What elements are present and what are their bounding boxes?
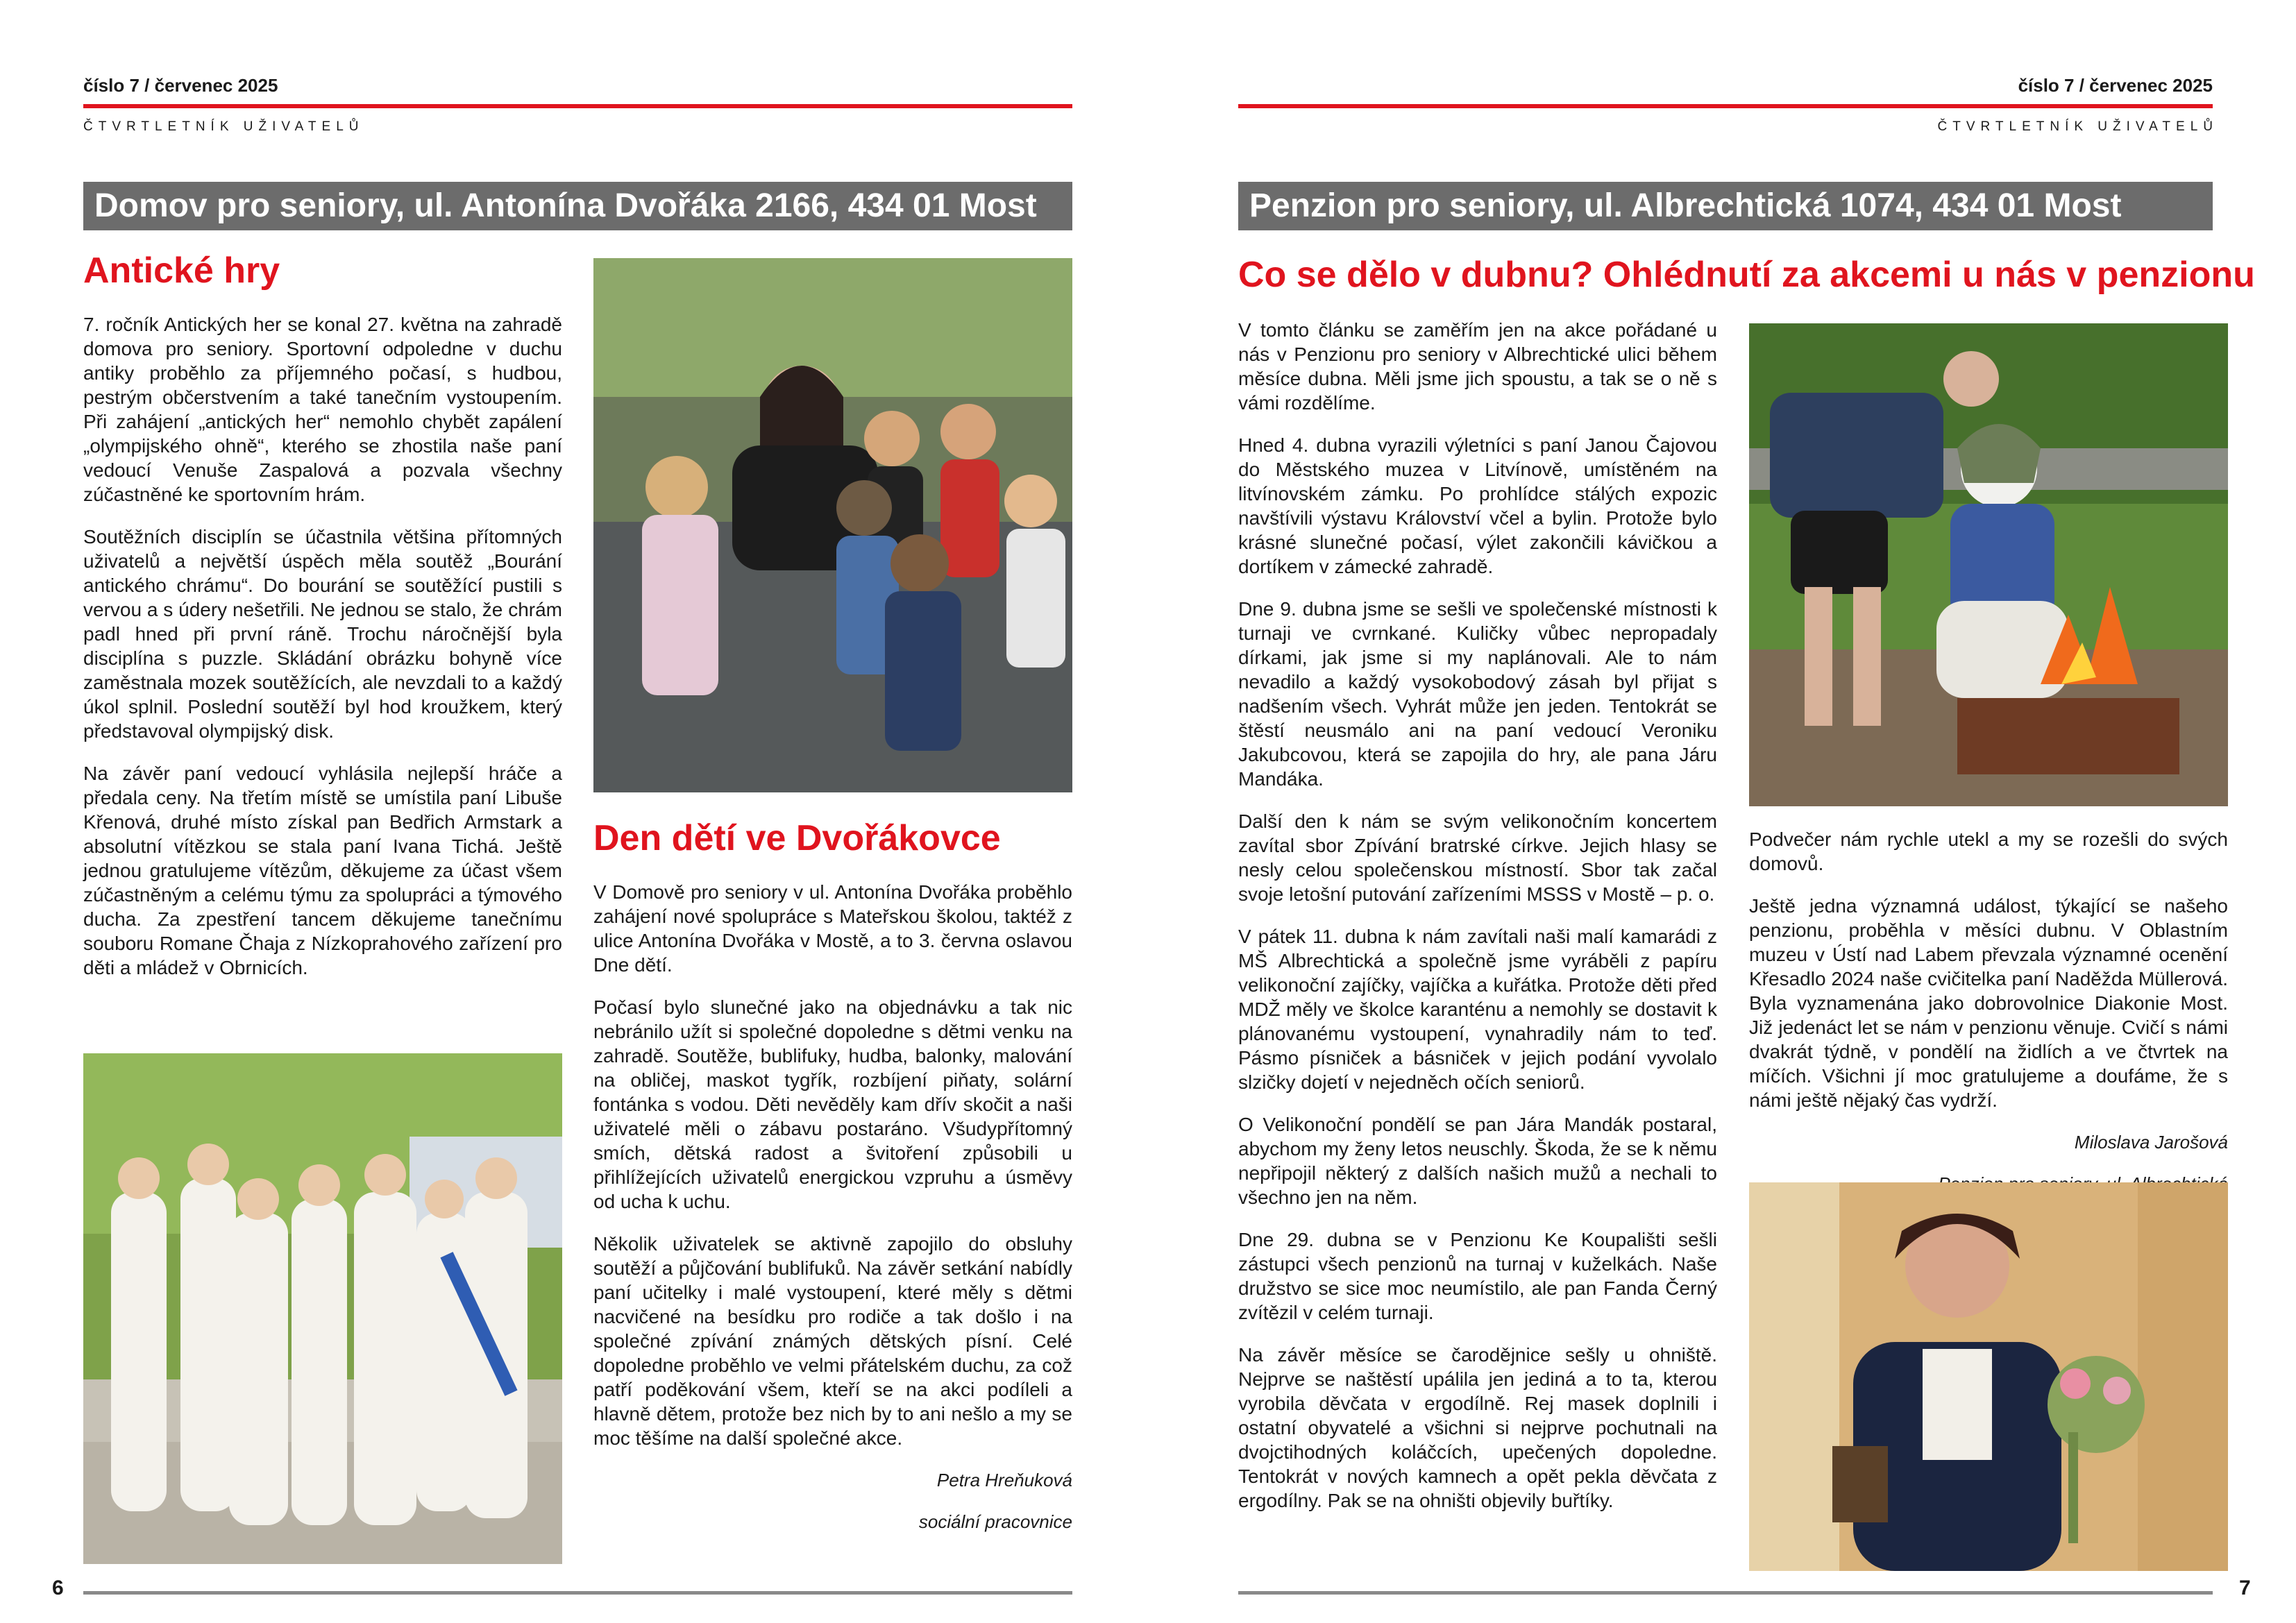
paragraph: Soutěžních disciplín se účastnila většina přítomných uživatelů a největší úspěch měla soutěž „Bourání antického chrámu“. Do bourání se soutěžící pustili s vervou a s údery nešetřili. Ne jednou se stalo, že chrám padl hned při první ráně. Trochu náročnější byla disciplína s puzzle. Skládání obrázku bohyně více zaměstnala mozek soutěžících, ale nevzdali to a každý úkol splnil. Poslední soutěží byl hod kroužkem, který představoval olympijský disk.: [83, 526, 562, 742]
paragraph: Počasí bylo slunečné jako na objednávku a tak nic nebránilo užít si společné dopoledne s dětmi venku na zahradě. Soutěže, bublifuky, hudba, balonky, malování na obličej, maskot tygřík, rozbíjení piňaty, solární fontánka s vodou. Děti nevěděly kam dřív skočit a naši uživatelé měli o zábavu postaráno. Všudypřítomný smích, dětská radost a švitoření způsobili u přihlížejících uživatelů energickou vzpruhu a úsměvy od ucha k uchu.: [593, 996, 1072, 1212]
photo-childrens-day: [593, 258, 1072, 792]
photo-antic-games-group: [83, 1053, 562, 1564]
magazine-name: ČTVRTLETNÍK UŽIVATELŮ: [1937, 119, 2218, 134]
paragraph: Dne 9. dubna jsme se sešli ve společenské místnosti k turnaji ve cvrnkané. Kuličky vůbec nepropadaly dírkami, jak jsme si my naplánovali. Ale to nám nevadilo a každý vysokobodový zásah byl přijat s nadšením všech. Vyhrát může jen jeden. Tentokrát se štěstí neusmálo ani na paní vedoucí Veroniku Jakubcovou, která se zapojila do hry, ale pana Járu Mandáka.: [1238, 598, 1717, 790]
footer-rule: [1238, 1591, 2213, 1595]
paragraph: 7. ročník Antických her se konal 27. května na zahradě domova pro seniory. Sportovní odpoledne v duchu antiky proběhlo za příjemného počasí, s hudbou, pestrým občerstvením a také tanečním vystoupením. Při zahájení „antických her“ nemohlo chybět zapálení „olympijského ohně“, kterého se zhostila naše paní vedoucí Venuše Zaspalová a pozvala všechny zúčastněné ke sportovním hrám.: [83, 314, 562, 505]
article-column-left: [83, 312, 562, 998]
paragraph: Ještě jedna významná událost, týkající se našeho penzionu, proběhla v měsíci dubnu. V Oblastním muzeu v Ústí nad Labem převzala významné ocenění Křesadlo 2024 naše cvičitelka paní Naděžda Müllerová. Byla vyznamenána jako dobrovolnice Diakonie Most. Již jedenáct let se nám v penzionu věnuje. Cvičí s námi dvakrát týdně, v pondělí na židlích a ve čtvrtek na míčích. Všichni jí moc gratulujeme a doufáme, že s námi ještě nějaký čas vydrží.: [1749, 895, 2228, 1111]
signature-name: Miloslava Jarošová: [2074, 1132, 2228, 1153]
signature-role: sociální pracovnice: [918, 1511, 1072, 1532]
paragraph: Další den k nám se svým velikonočním koncertem zavítal sbor Zpívání bratrské církve. Jejich hlasy se nesly celou společenskou místností. Sbor tak začal svoje letošní putování zařízeními MSSS v Mostě – p. o.: [1238, 810, 1717, 905]
paragraph: Několik uživatelek se aktivně zapojilo do obsluhy soutěží a půjčování bublifuků. Na závěr setkání nabídly paní učitelky i malé vystoupení, které měly s dětmi nacvičené na besídku pro rodiče a tak došlo i na společné zpívání známých dětských písní. Celé dopoledne proběhlo ve velmi přátelském duchu, za což patří poděkování všem, kteří se na akci podíleli a hlavně dětem, protože bez nich by to ani nešlo a my se moc těšíme na další společné akce.: [593, 1233, 1072, 1449]
issue-label: číslo 7 / červenec 2025: [83, 75, 278, 96]
paragraph: Hned 4. dubna vyrazili výletníci s paní Janou Čajovou do Městského muzea v Litvínově, umístěném na litvínovském zámku. Po prohlídce stálých expozic navštívili výstavu Království včel a bylin. Protože bylo krásné slunečné počasí, výlet zakončili kávičkou a dortíkem v zámecké zahradě.: [1238, 434, 1717, 577]
page-number: 6: [52, 1577, 64, 1599]
article-column-right: [1749, 827, 2228, 1214]
paragraph: V tomto článku se zaměřím jen na akce pořádané u nás v Penzionu pro seniory v Albrechtické ulici během měsíce dubna. Měli jsme jich spoustu, a tak se o ně s vámi rozdělíme.: [1238, 319, 1717, 414]
article-title-april: Co se dělo v dubnu? Ohlédnutí za akcemi u nás v penzionu: [1238, 255, 2255, 295]
paragraph: V pátek 11. dubna k nám zavítali naši malí kamarádi z MŠ Albrechtická a společně jsme vyráběli z papíru velikonoční zajíčky, vajíčka a kuřátka. Protože děti před MDŽ měly ve školce karanténu a nemohly se dostavit k plánovanému vystoupení, vynahradily nám to teď. Pásmo písniček a básniček v jejich podání vyvolalo slzičky dojetí v nejedněch očích seniorů.: [1238, 926, 1717, 1093]
paragraph: Na závěr měsíce se čarodějnice sešly u ohniště. Nejprve se naštěstí upálila jen jediná a to ta, kterou vyrobila děvčata v ergodílně. Rej masek doplnili i ostatní obyvatelé a všichni si nejprve pochutnali na dvojctihodných koláčcích, upečených dopoledne. Tentokrát v nových kamnech a opět pekla děvčata z ergodílny. Pak se na ohništi objevily buřtíky.: [1238, 1344, 1717, 1511]
magazine-name: ČTVRTLETNÍK UŽIVATELŮ: [83, 119, 364, 134]
article-column-left: [1238, 318, 1717, 1531]
footer-rule: [83, 1591, 1072, 1595]
paragraph: Na závěr paní vedoucí vyhlásila nejlepší hráče a předala ceny. Na třetím místě se umístila paní Libuše Křenová, druhé místo získal pan Bedřich Armstark a absolutní vítězkou se stala paní Ivana Tichá. Ještě jednou gratulujeme vítězům, děkujeme za účast všem zúčastněným a celému týmu za spolupráci a týmového ducha. Za zpestření tancem děkujeme tanečnímu souboru Romane Čhaja z Nízkoprahového zařízení pro děti a mládež v Obrnicích.: [83, 763, 562, 978]
header-red-rule: [83, 104, 1072, 108]
paragraph: O Velikonoční pondělí se pan Jára Mandák postaral, abychom my ženy letos neuschly. Škoda, že se k němu nepřipojil některý z dalších našich mužů a nechali to všechno jen na něm.: [1238, 1114, 1717, 1208]
section-bar: Domov pro seniory, ul. Antonína Dvořáka 2166, 434 01 Most: [83, 182, 1072, 230]
right-page: [1148, 0, 2296, 1623]
header-red-rule: [1238, 104, 2213, 108]
photo-witch-bonfire: [1749, 323, 2228, 806]
page-number: 7: [2239, 1577, 2251, 1599]
signature-name: Petra Hreňuková: [936, 1470, 1072, 1490]
article-title-antic-games: Antické hry: [83, 250, 280, 291]
article-column-right: [593, 880, 1072, 1552]
section-bar: Penzion pro seniory, ul. Albrechtická 1074, 434 01 Most: [1238, 182, 2213, 230]
paragraph: V Domově pro seniory v ul. Antonína Dvořáka proběhlo zahájení nové spolupráce s Mateřskou školou, taktéž z ulice Antonína Dvořáka v Mostě, a to 3. června oslavou Dne dětí.: [593, 881, 1072, 976]
article-title-childrens-day: Den dětí ve Dvořákovce: [593, 818, 1001, 858]
paragraph: Podvečer nám rychle utekl a my se rozešli do svých domovů.: [1749, 829, 2228, 874]
photo-award-recipient: [1749, 1182, 2228, 1571]
paragraph: Dne 29. dubna se v Penzionu Ke Koupališti sešli zástupci všech penzionů na turnaj v kuželkách. Naše družstvo se sice moc neumístilo, ale pan Fanda Černý zvítězil v celém turnaji.: [1238, 1229, 1717, 1323]
issue-label: číslo 7 / červenec 2025: [2018, 75, 2213, 96]
